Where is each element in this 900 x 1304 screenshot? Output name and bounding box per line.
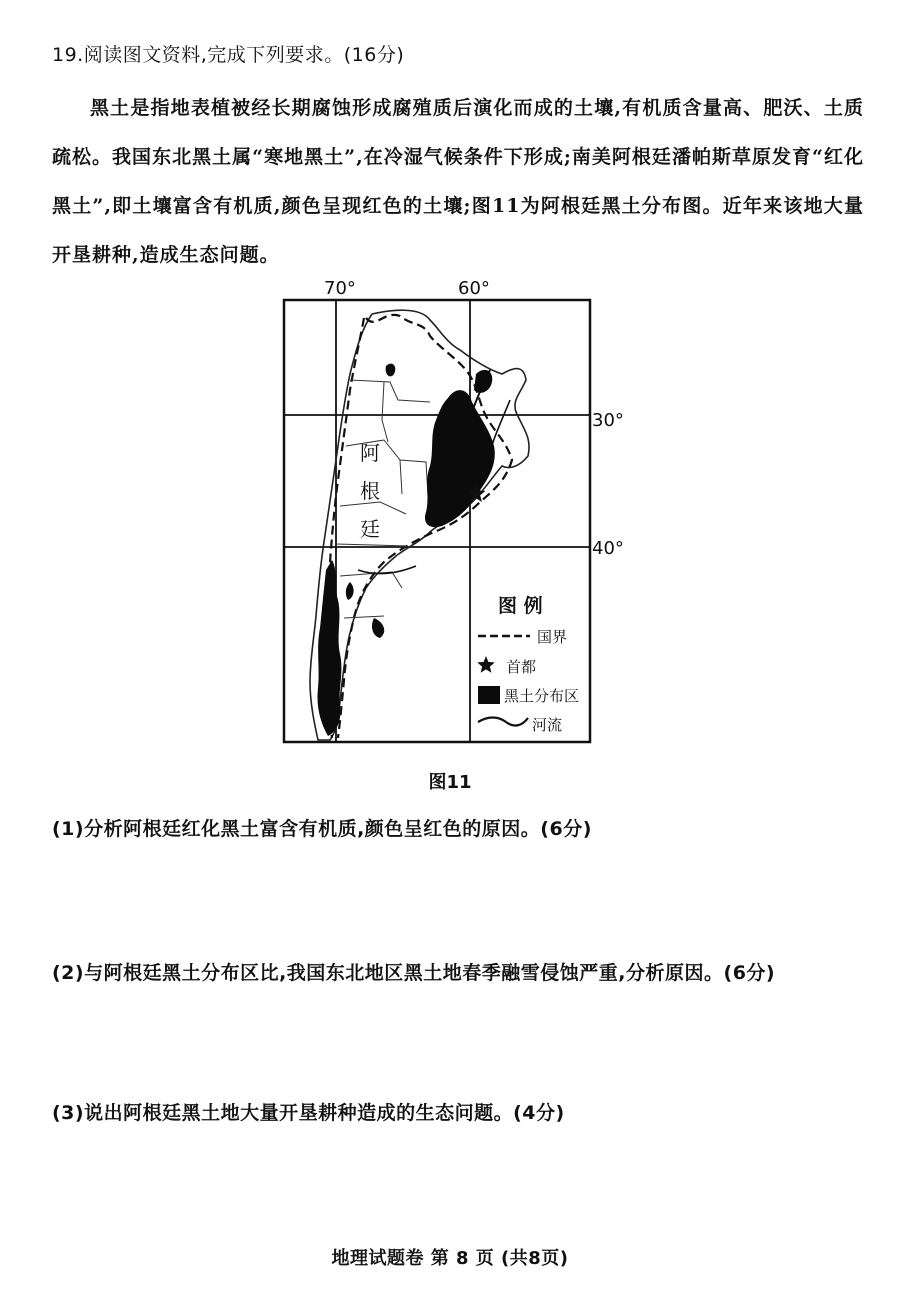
star-icon (477, 656, 495, 673)
black-soil-patagonia (317, 560, 384, 736)
river-line-icon (478, 718, 528, 726)
land-outline (310, 310, 529, 740)
page-footer: 地理试题卷 第 8 页 (共8页) (331, 1248, 569, 1269)
argentina-black-soil-map (280, 270, 624, 750)
sub-question-1: (1)分析阿根廷红化黑土富含有机质,颜色呈红色的原因。(6分) (52, 818, 592, 840)
black-soil-north (386, 364, 493, 393)
question-header: 19.阅读图文资料,完成下列要求。(16分) (52, 44, 405, 66)
legend (477, 594, 579, 734)
lat-label-40: 40° (592, 538, 624, 559)
legend-title: 图 例 (498, 595, 543, 617)
legend-label-capital: 首都 (506, 658, 537, 676)
black-box-icon (478, 686, 500, 704)
country-label-3: 廷 (360, 517, 380, 541)
figure-caption: 图11 (428, 772, 472, 793)
lat-label-30: 30° (592, 410, 624, 431)
legend-label-border: 国界 (537, 628, 568, 646)
country-label-2: 根 (360, 479, 380, 503)
legend-label-river: 河流 (532, 716, 563, 734)
question-passage: 黑土是指地表植被经长期腐蚀形成腐殖质后演化而成的土壤,有机质含量高、肥沃、土质疏松。我国东北黑土属“寒地黑土”,在冷湿气候条件下形成;南美阿根廷潘帕斯草原发育“红化黑土”,即土壤富含有机质,颜色呈现红色的土壤;图11为阿根廷黑土分布图。近年来该地大量开垦耕种,造成生态问题。 (52, 97, 864, 266)
sub-question-2: (2)与阿根廷黑土分布区比,我国东北地区黑土地春季融雪侵蚀严重,分析原因。(6分) (52, 962, 776, 984)
country-label-1: 阿 (360, 441, 380, 465)
lon-label-70: 70° (324, 278, 356, 299)
lon-label-60: 60° (458, 278, 490, 299)
legend-label-black-soil: 黑土分布区 (504, 687, 580, 705)
sub-question-3: (3)说出阿根廷黑土地大量开垦耕种造成的生态问题。(4分) (52, 1102, 565, 1124)
